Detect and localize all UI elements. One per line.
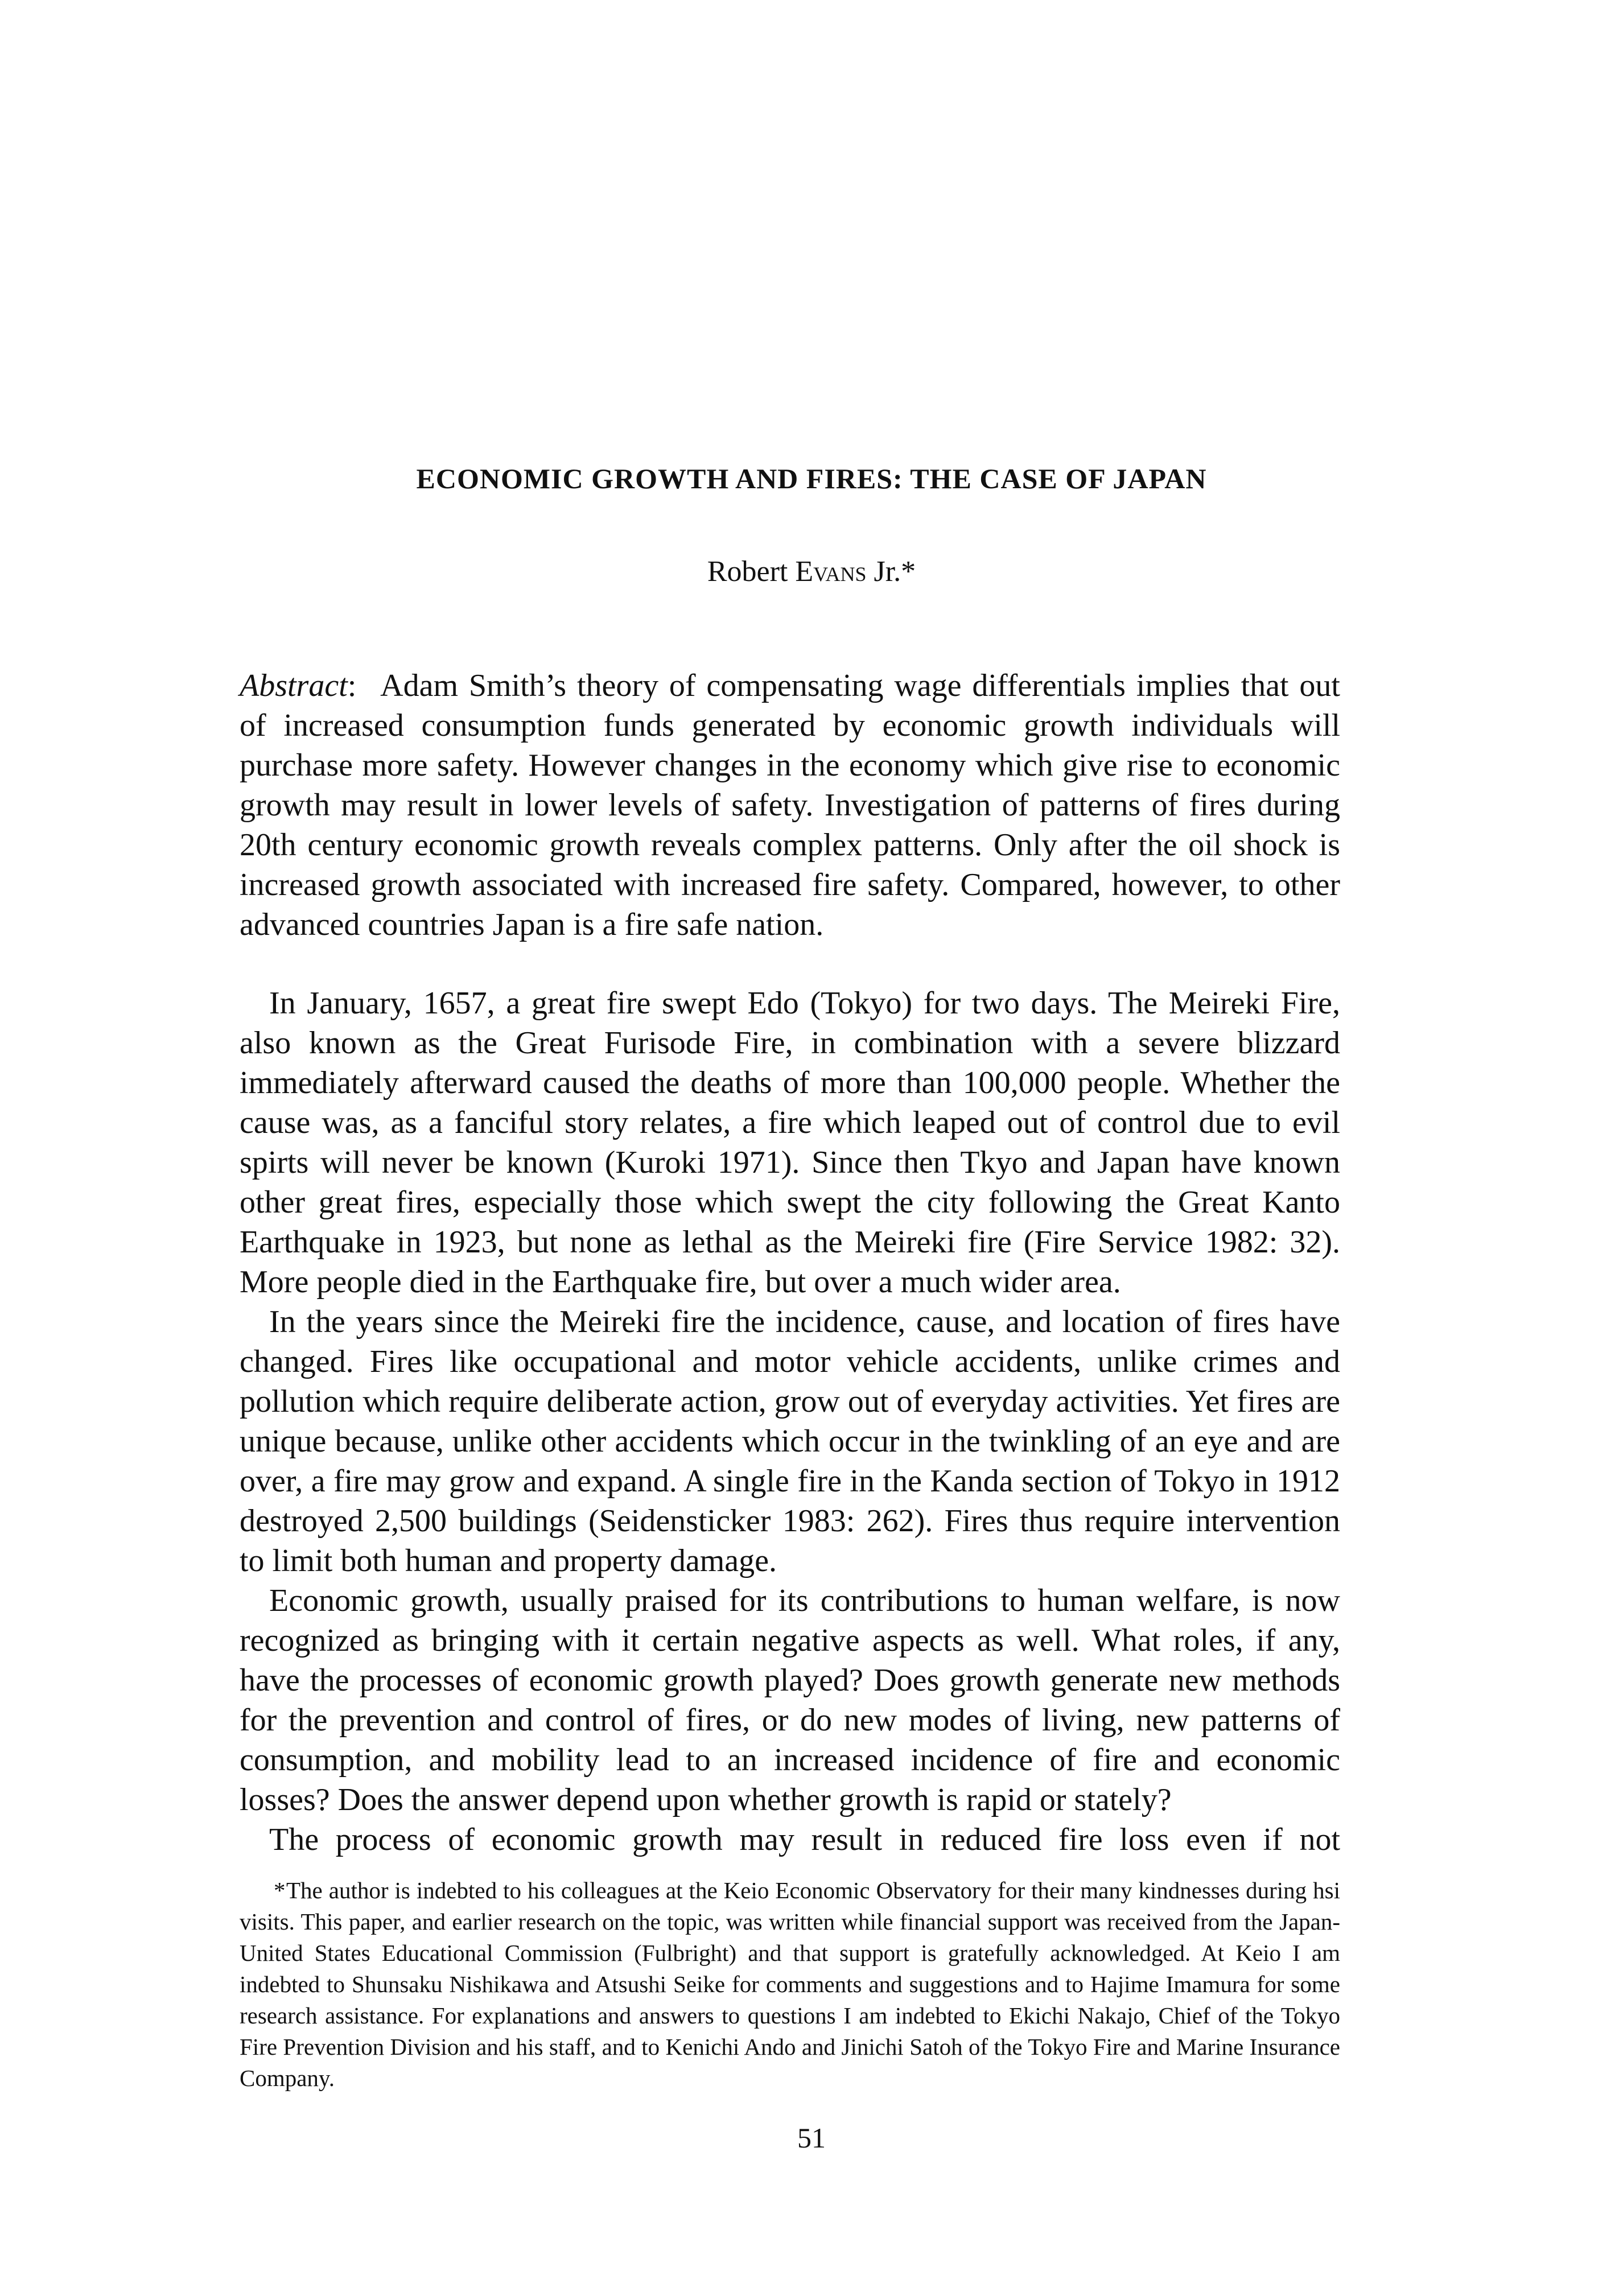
body-paragraph-1: In January, 1657, a great fire swept Edo (Tokyo) for two days. The Meireki Fire, also known as the Great Furisode Fire, in combination with a severe blizzard immediately afterward caused the deaths of more than 100,000 people. Whether the cause was, as a fanciful story relates, a fire which leaped out of control due to evil spirts will never be known (Kuroki 1971). Since then Tkyo and Japan have known other great fires, especially those which swept the city following the Great Kanto Earthquake in 1923, but none as lethal as the Meireki fire (Fire Service 1982: 32). More people died in the Earthquake fire, but over a much wider area. (240, 986, 1340, 1300)
author-line (0, 555, 1623, 588)
footnote-marker: * (274, 1877, 286, 1903)
body-paragraph-3: Economic growth, usually praised for its contributions to human welfare, is now recognized as bringing with it certain negative aspects as well. What roles, if any, have the processes of economic growth played? Does growth generate new methods for the prevention and control of fires, or do new modes of living, new patterns of consumption, and mobility lead to an increased incidence of fire and economic losses? Does the answer depend upon whether growth is rapid or stately? (240, 1583, 1340, 1817)
footnote (240, 1875, 1340, 2094)
abstract-label-separator: : (347, 668, 357, 703)
paper-title: ECONOMIC GROWTH AND FIRES: THE CASE OF JAPAN (416, 463, 1207, 494)
author-suffix: Jr. (874, 555, 901, 588)
page-number: 51 (797, 2122, 826, 2154)
body-paragraph-2: In the years since the Meireki fire the incidence, cause, and location of fires have changed. Fires like occupational and motor vehicle accidents, unlike crimes and pollution which require deliberate action, grow out of everyday activities. Yet fires are unique because, unlike other accidents which occur in the twinkling of an eye and are over, a fire may grow and expand. A single fire in the Kanda section of Tokyo in 1912 destroyed 2,500 buildings (Seidensticker 1983: 262). Fires thus require intervention to limit both human and property damage. (240, 1304, 1340, 1578)
author-first-name: Robert (707, 555, 788, 588)
abstract-label: Abstract (240, 668, 348, 703)
body-text (240, 983, 1340, 1860)
abstract-text: Adam Smith’s theory of compensating wage differentials implies that out of increased consumption funds generated by economic growth individuals will purchase more safety. However changes in the economy which give rise to economic growth may result in lower levels of safety. Investigation of patterns of fires during 20th century economic growth reveals complex patterns. Only after the oil shock is increased growth associated with increased fire safety. Compared, however, to other advanced countries Japan is a fire safe nation. (240, 668, 1340, 942)
abstract (240, 666, 1340, 945)
body-paragraph-4: The process of economic growth may result in reduced fire loss even if not (269, 1822, 1340, 1857)
author-last-name: Evans (795, 555, 867, 588)
author-footnote-marker[interactable]: * (901, 555, 916, 588)
footnote-text: The author is indebted to his colleagues at the Keio Economic Observatory for their many kindnesses during hsi visits. This paper, and earlier research on the topic, was written while financial support was received from the Japan-United States Educational Commission (Fulbright) and that support is gratefully acknowledged. At Keio I am indebted to Shunsaku Nishikawa and Atsushi Seike for comments and suggestions and to Hajime Imamura for some research assistance. For explanations and answers to questions I am indebted to Ekichi Nakajo, Chief of the Tokyo Fire Prevention Division and his staff, and to Kenichi Ando and Jinichi Satoh of the Tokyo Fire and Marine Insurance Company. (240, 1877, 1340, 2091)
